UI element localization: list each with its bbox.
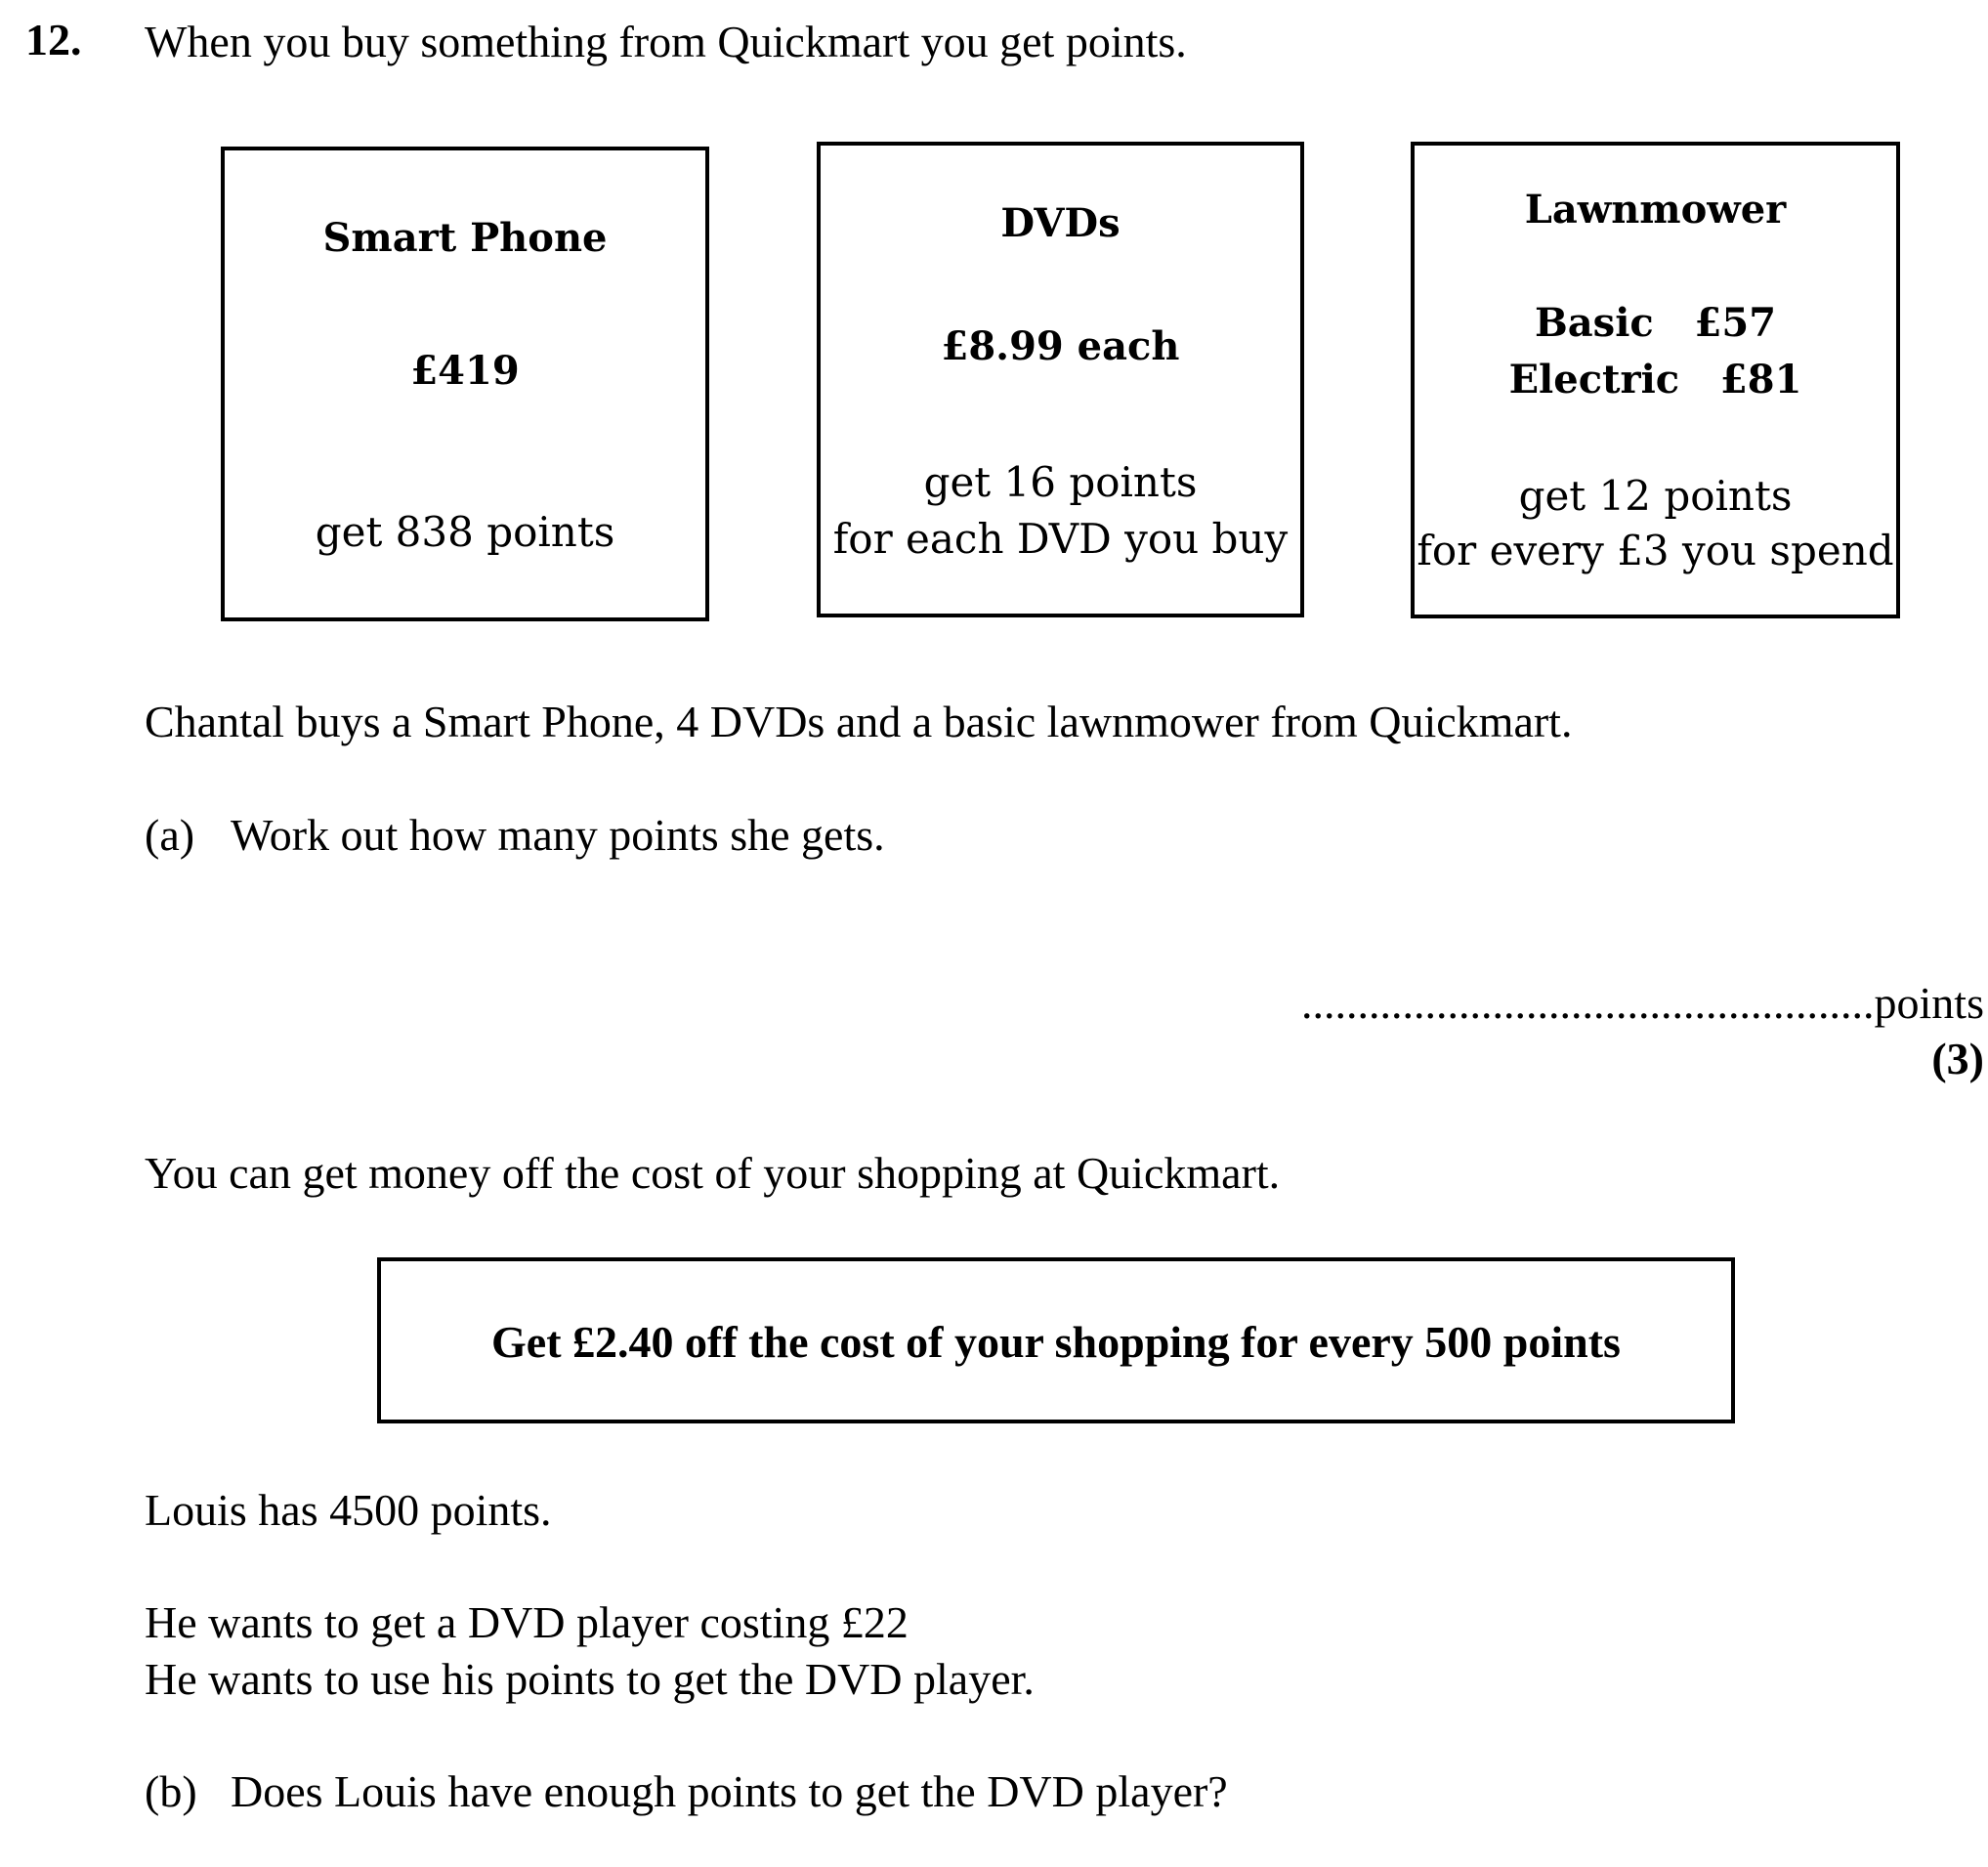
louis-line-1: Louis has 4500 points. — [145, 1485, 552, 1535]
lawnmower-basic-price: Basic £57 — [1534, 300, 1777, 346]
dvds-points-line2: for each DVD you buy — [832, 515, 1289, 563]
offer-text: Get £2.40 off the cost of your shopping for every 500 points — [491, 1317, 1621, 1367]
part-a-answer-line[interactable]: ...................................................points — [1301, 978, 1984, 1028]
lawnmower-box — [1411, 142, 1900, 618]
lawnmower-electric-price: Electric £81 — [1508, 357, 1802, 403]
lawnmower-name: Lawnmower — [1524, 187, 1787, 233]
dvds-box — [817, 142, 1304, 617]
part-b-label: (b) — [145, 1766, 197, 1816]
lawnmower-points-line2: for every £3 you spend — [1417, 527, 1894, 574]
part-a-label: (a) — [145, 810, 195, 860]
question-intro: When you buy something from Quickmart you get points. — [145, 17, 1187, 66]
dvds-name: DVDs — [1000, 200, 1121, 246]
question-number: 12. — [25, 15, 82, 64]
smart-phone-points: get 838 points — [315, 508, 615, 556]
scenario-text: Chantal buys a Smart Phone, 4 DVDs and a basic lawnmower from Quickmart. — [145, 697, 1573, 746]
lawnmower-points-line1: get 12 points — [1518, 472, 1793, 520]
dvds-price: £8.99 each — [941, 323, 1180, 369]
offer-box — [377, 1257, 1735, 1423]
part-a-marks: (3) — [1931, 1034, 1984, 1083]
money-off-intro: You can get money off the cost of your shopping at Quickmart. — [145, 1148, 1281, 1198]
smart-phone-price: £419 — [410, 348, 520, 394]
louis-line-2: He wants to get a DVD player costing £22 — [145, 1597, 909, 1647]
smart-phone-name: Smart Phone — [322, 215, 608, 261]
dvds-points-line1: get 16 points — [923, 458, 1198, 506]
part-a-text: Work out how many points she gets. — [231, 810, 885, 860]
smart-phone-box — [221, 147, 709, 621]
part-b-text: Does Louis have enough points to get the DVD player? — [231, 1766, 1228, 1816]
louis-line-3: He wants to use his points to get the DVD player. — [145, 1654, 1035, 1704]
